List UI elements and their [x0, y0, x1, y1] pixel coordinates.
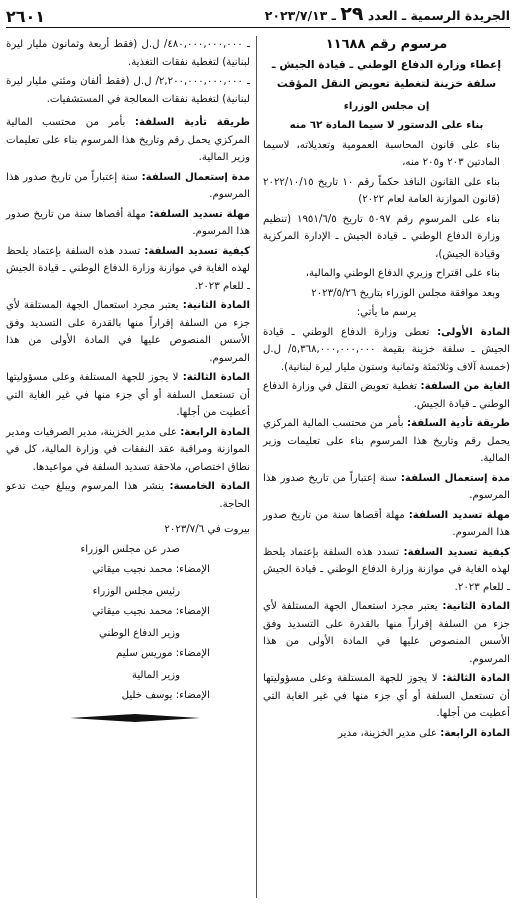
issuer: إن مجلس الوزراء [343, 100, 430, 112]
article-3-text: لا يجوز للجهة المستلفة وعلى مسؤوليتها أن تستعمل السلفة أو أي جزء منها في غير الغاية التي أعطيت من أجلها. [263, 673, 510, 719]
goal [263, 378, 510, 413]
article-4-label: المادة الرابعة: [440, 727, 510, 739]
repay-method [263, 544, 510, 597]
method-text: بأمر من محتسب المالية المركزي يحمل رقم وتاريخ هذا المرسوم بناء على تعليمات وزير المالية. [263, 418, 510, 464]
how-text: تسدد هذه السلفة بإعتماد يلحظ لهذه الغاية في موازنة وزارة الدفاع الوطني ـ قيادة الجيش ـ للعام ٢٠٢٣. [263, 546, 510, 593]
repay-period-2 [6, 206, 250, 241]
decree-subtitle-1: إعطاء وزارة الدفاع الوطني ـ قيادة الجيش ـ [271, 57, 502, 71]
signature-2: الإمضاء: محمد نجيب ميقاتي [92, 606, 210, 617]
issue-number: ٢٩ [340, 3, 364, 25]
how-label: كيفية تسديد السلفة: [403, 546, 511, 558]
finance-minister-title: وزير المالية [131, 670, 180, 681]
repay-label: مهلة تسديد السلفة: [408, 509, 510, 521]
article-2-b [6, 297, 250, 367]
decrees-phrase: يرسم ما يأتي: [356, 307, 417, 318]
method [263, 415, 510, 468]
goal-text: تغطية تعويض النقل في وزارة الدفاع الوطني ـ قيادة الجيش. [263, 381, 510, 410]
based-paragraph-2: بناء على القانون النافذ حكماً رقم ١٠ تاريخ ٢٠٢٢/١٠/١٥ (قانون الموازنة العامة لعام ٢٠٢٢) [263, 176, 501, 205]
end-ornament [70, 713, 200, 723]
how-label-2: كيفية تسديد السلفة: [144, 245, 251, 257]
signature-3: الإمضاء: موريس سليم [116, 648, 210, 659]
article-2 [263, 598, 510, 668]
signature-block [6, 521, 250, 705]
page-number: ٢٦٠١ [6, 7, 46, 26]
method-label-2: طريقة تأدية السلفة: [134, 117, 250, 128]
signature-4: الإمضاء: يوسف خليل [121, 690, 210, 701]
based-paragraph-4: بناء على اقتراح وزيري الدفاع الوطني والمالية، [305, 268, 500, 279]
article-1-label: المادة الأولى: [437, 326, 510, 338]
pm-title: رئيس مجلس الوزراء [92, 586, 180, 597]
article-5-label: المادة الخامسة: [169, 481, 250, 492]
article-2-text: يعتبر مجرد استعمال الجهة المستلفة لأي جزء من السلفة إقراراً منها بالقدرة على التسديد وفق الأسس المنصوص عليها في المادة الأولى من هذا المرسوم. [263, 601, 510, 665]
use-label: مدة إستعمال السلفة: [400, 472, 510, 484]
article-3-text-b: لا يجوز للجهة المستلفة وعلى مسؤوليتها أن تستعمل السلفة أو أي جزء منها في غير الغاية التي أعطيت من أجلها. [6, 372, 250, 418]
article-3-label: المادة الثالثة: [442, 673, 510, 684]
use-period [263, 470, 510, 505]
decree-subtitle-2: سلفة خزينة لتغطية تعويض النقل المؤقت [276, 76, 497, 90]
method-2 [6, 114, 250, 167]
article-2-label: المادة الثانية: [442, 601, 510, 612]
use-period-2 [6, 169, 250, 204]
issue-date: ـ ٢٠٢٣/٧/١٣ [264, 8, 336, 23]
repay-method-2 [6, 243, 250, 296]
article-2-text-b: يعتبر مجرد استعمال الجهة المستلفة لأي جزء من السلفة إقراراً منها بالقدرة على التسديد وفق الأسس المنصوص عليها في المادة الأولى من هذا المرسوم. [6, 300, 250, 364]
amount-item-2: ـ ٢,٢٠٠,٠٠٠,٠٠٠,٠٠٠/ ل.ل (فقط ألفان ومئتي مليار ليرة لبنانية) لتغطية نفقات المعالجة في المستشفيات. [6, 76, 250, 105]
column-divider [256, 36, 257, 898]
repay-label-2: مهلة تسديد السلفة: [149, 208, 250, 220]
gazette-name: الجريدة الرسمية ـ العدد [367, 8, 510, 23]
repay-text: مهلة أقصاها سنة من تاريخ صدور هذا المرسوم. [263, 509, 510, 538]
article-4-label-b: المادة الرابعة: [180, 426, 250, 438]
based-paragraph-5: وبعد موافقة مجلس الوزراء بتاريخ ٢٠٢٣/٥/٢٦ [311, 287, 500, 299]
left-column [6, 36, 250, 723]
decree-title: مرسوم رقم ١١٦٨٨ [325, 37, 448, 52]
article-4 [6, 424, 250, 477]
use-text: سنة إعتباراً من تاريخ صدور هذا المرسوم. [263, 472, 510, 501]
method-label: طريقة تأدية السلفة: [406, 418, 510, 429]
based-paragraph-3: بناء على المرسوم رقم ٥٠٩٧ تاريخ ١٩٥١/٦/٥ (تنظيم وزارة الدفاع الوطني ـ قيادة الجيش ـ الإدارة المركزية وقيادة الجيش)، [263, 213, 500, 260]
article-1 [263, 324, 510, 377]
article-4-text: على مدير الخزينة، مدير الصرفيات ومدير الموازنة ومراقبة عقد النفقات في وزارة المالية، كل في نطاق اختصاص، ملاحقة تسديد السلفة في مواعيدها. [6, 426, 250, 473]
right-column [263, 36, 510, 744]
use-text-2: سنة إعتباراً من تاريخ صدور هذا المرسوم. [6, 171, 250, 200]
goal-label: الغاية من السلفة: [420, 381, 510, 392]
article-3 [263, 670, 510, 723]
issued-by: صدر عن مجلس الوزراء [80, 544, 180, 555]
how-text-2: تسدد هذه السلفة بإعتماد يلحظ لهذه الغاية في موازنة وزارة الدفاع الوطني ـ قيادة الجيش ـ للعام ٢٠٢٣. [6, 245, 250, 292]
article-3-b [6, 369, 250, 422]
based-constitution: بناء على الدستور لا سيما المادة ٦٢ منه [289, 120, 484, 131]
article-3-label-b: المادة الثالثة: [182, 372, 250, 383]
article-5 [6, 478, 250, 513]
article-2-label-b: المادة الثانية: [182, 300, 250, 311]
article-1-text: تعطى وزارة الدفاع الوطني ـ قيادة الجيش ـ سلفة خزينة بقيمة ٥,٣٦٨,٠٠٠,٠٠٠,٠٠٠/ ل.ل (خمسة آلاف وثلاثمئة وثمانية وستون مليار ليرة لبنانية). [263, 326, 510, 373]
signature-1: الإمضاء: محمد نجيب ميقاتي [92, 564, 210, 575]
place-date: بيروت في ٢٠٢٣/٧/٦ [164, 524, 250, 535]
gazette-title [265, 3, 510, 27]
based-paragraph-1: بناء على قانون المحاسبة العمومية وتعديلاته، لاسيما المادتين ٢٠٣ و٢٠٥ منه، [263, 139, 500, 168]
use-label-2: مدة إستعمال السلفة: [141, 171, 250, 183]
page-header [6, 4, 510, 28]
repay-period [263, 507, 510, 542]
method-text-2: بأمر من محتسب المالية المركزي يحمل رقم وتاريخ هذا المرسوم بناء على تعليمات وزير المالية. [6, 117, 250, 163]
article-4-start [263, 725, 510, 743]
ornament-line-icon [70, 713, 200, 723]
article-5-text: ينشر هذا المرسوم ويبلغ حيث تدعو الحاجة. [6, 481, 250, 510]
amount-item-1: ـ ٤٨٠,٠٠٠,٠٠٠,٠٠٠/ ل.ل (فقط أربعة وثمانون مليار ليرة لبنانية) لتغطية نفقات التغذية. [6, 39, 250, 68]
repay-text-2: مهلة أقصاها سنة من تاريخ صدور هذا المرسوم. [6, 208, 250, 237]
defense-minister-title: وزير الدفاع الوطني [99, 628, 180, 639]
article-4-text-start: على مدير الخزينة، مدير [338, 727, 437, 739]
